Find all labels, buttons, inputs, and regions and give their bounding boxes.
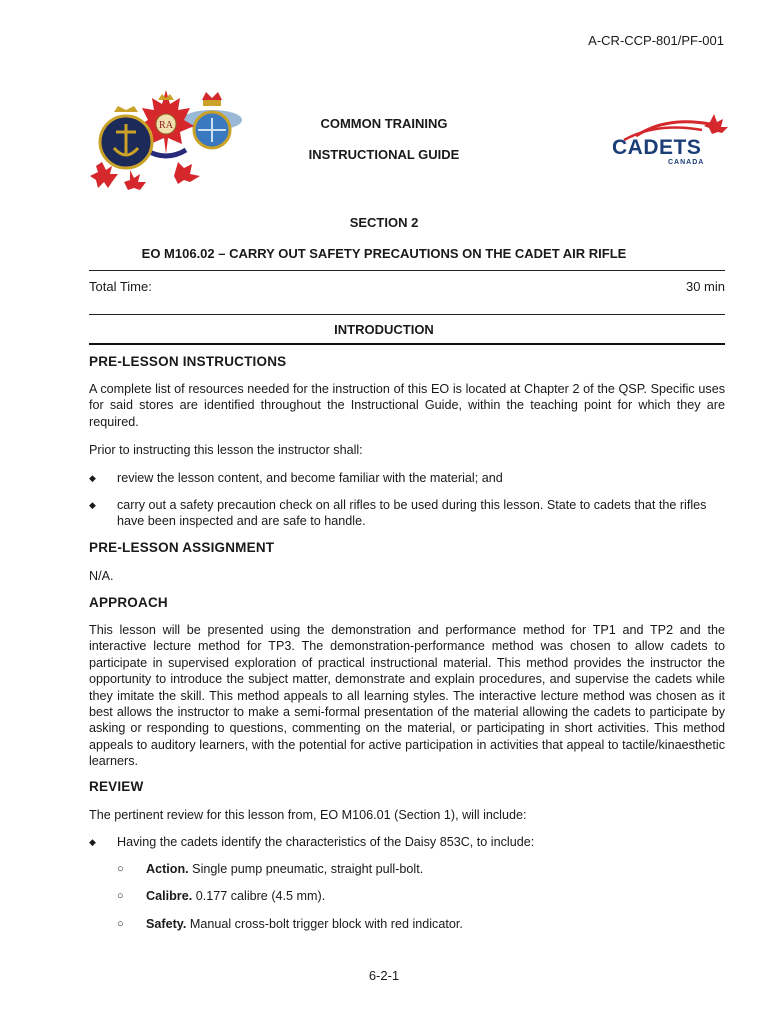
bullet-text: Having the cadets identify the characteristics of the Daisy 853C, to include: <box>117 835 535 849</box>
cadets-logo-text: CADETS <box>612 136 702 159</box>
bullet-text: review the lesson content, and become familiar with the material; and <box>117 471 503 485</box>
circle-bullet-icon: ○ <box>117 890 124 902</box>
sub-bullet-term: Safety. <box>146 917 187 931</box>
sub-bullet-item <box>117 916 725 932</box>
svg-text:RA: RA <box>159 120 173 131</box>
sub-bullet-term: Calibre. <box>146 889 193 903</box>
pre-lesson-assignment-heading: PRE-LESSON ASSIGNMENT <box>89 540 275 555</box>
bullet-item <box>89 470 725 486</box>
sub-bullet-term: Action. <box>146 862 189 876</box>
eo-title: EO M106.02 – CARRY OUT SAFETY PRECAUTIONS ON THE CADET AIR RIFLE <box>141 246 627 261</box>
page-number: 6-2-1 <box>368 968 400 983</box>
sub-bullet-desc: Single pump pneumatic, straight pull-bolt. <box>188 862 424 876</box>
review-heading: REVIEW <box>89 779 144 794</box>
prior-instructing-paragraph: Prior to instructing this lesson the instructor shall: <box>89 443 363 457</box>
bullet-diamond-icon: ◆ <box>89 837 96 847</box>
divider <box>89 343 725 345</box>
pre-lesson-instructions-paragraph: A complete list of resources needed for the instruction of this EO is located at Chapter 2 of the QSP. Specific uses for said stores are identified throughout the Instructional Guide, within the teaching point for which they are required. <box>89 382 725 429</box>
approach-heading: APPROACH <box>89 595 168 610</box>
cadet-crests-logo <box>88 82 244 194</box>
sub-bullet-item <box>117 888 725 904</box>
introduction-heading: INTRODUCTION <box>334 322 434 337</box>
review-intro: The pertinent review for this lesson from, EO M106.01 (Section 1), will include: <box>89 808 527 822</box>
document-code: A-CR-CCP-801/PF-001 <box>588 33 724 48</box>
sub-bullet-desc: 0.177 calibre (4.5 mm). <box>192 889 326 903</box>
circle-bullet-icon: ○ <box>117 863 124 875</box>
divider <box>89 270 725 271</box>
sub-bullet-desc: Manual cross-bolt trigger block with red indicator. <box>186 917 463 931</box>
header-line-2: INSTRUCTIONAL GUIDE <box>308 147 460 162</box>
pre-lesson-instructions-heading: PRE-LESSON INSTRUCTIONS <box>89 354 287 369</box>
approach-paragraph: This lesson will be presented using the demonstration and performance method for TP1 and TP2 and the interactive lecture method for TP3. The demonstration-performance method was chosen to allow cadets to participate in supervised exploration of practical instructional material. This method provides the instructor the opportunity to introduce the subject matter, demonstrate and explain procedures, and supervise the cadets while they imitate the skill. This method appeals to all learning styles. The interactive lecture method was chosen as it best allows the instructor to make a semi-formal presentation of the material allowing the cadets to participate by asking or responding to questions, commenting on the material, or participating in short activities. This method appeals to auditory learners, with the potential for active participation in activities that appeal to tactile/kinaesthetic learners. <box>89 623 725 769</box>
circle-bullet-icon: ○ <box>117 918 124 930</box>
divider <box>89 314 725 315</box>
bullet-item <box>89 497 725 530</box>
cadets-canada-logo <box>606 110 730 172</box>
section-title: SECTION 2 <box>349 215 419 230</box>
total-time-row <box>89 279 725 294</box>
header-line-1: COMMON TRAINING <box>320 116 448 131</box>
total-time-value: 30 min <box>685 279 725 294</box>
bullet-text: carry out a safety precaution check on all rifles to be used during this lesson. State to cadets that the rifles have been inspected and are safe to handle. <box>117 498 707 529</box>
bullet-item <box>89 834 725 850</box>
canada-logo-text: CANADA <box>668 159 705 166</box>
bullet-diamond-icon: ◆ <box>89 500 96 510</box>
total-time-label: Total Time: <box>89 279 152 294</box>
sub-bullet-item <box>117 861 725 877</box>
bullet-diamond-icon: ◆ <box>89 473 96 483</box>
pre-lesson-assignment-text: N/A. <box>89 569 114 583</box>
